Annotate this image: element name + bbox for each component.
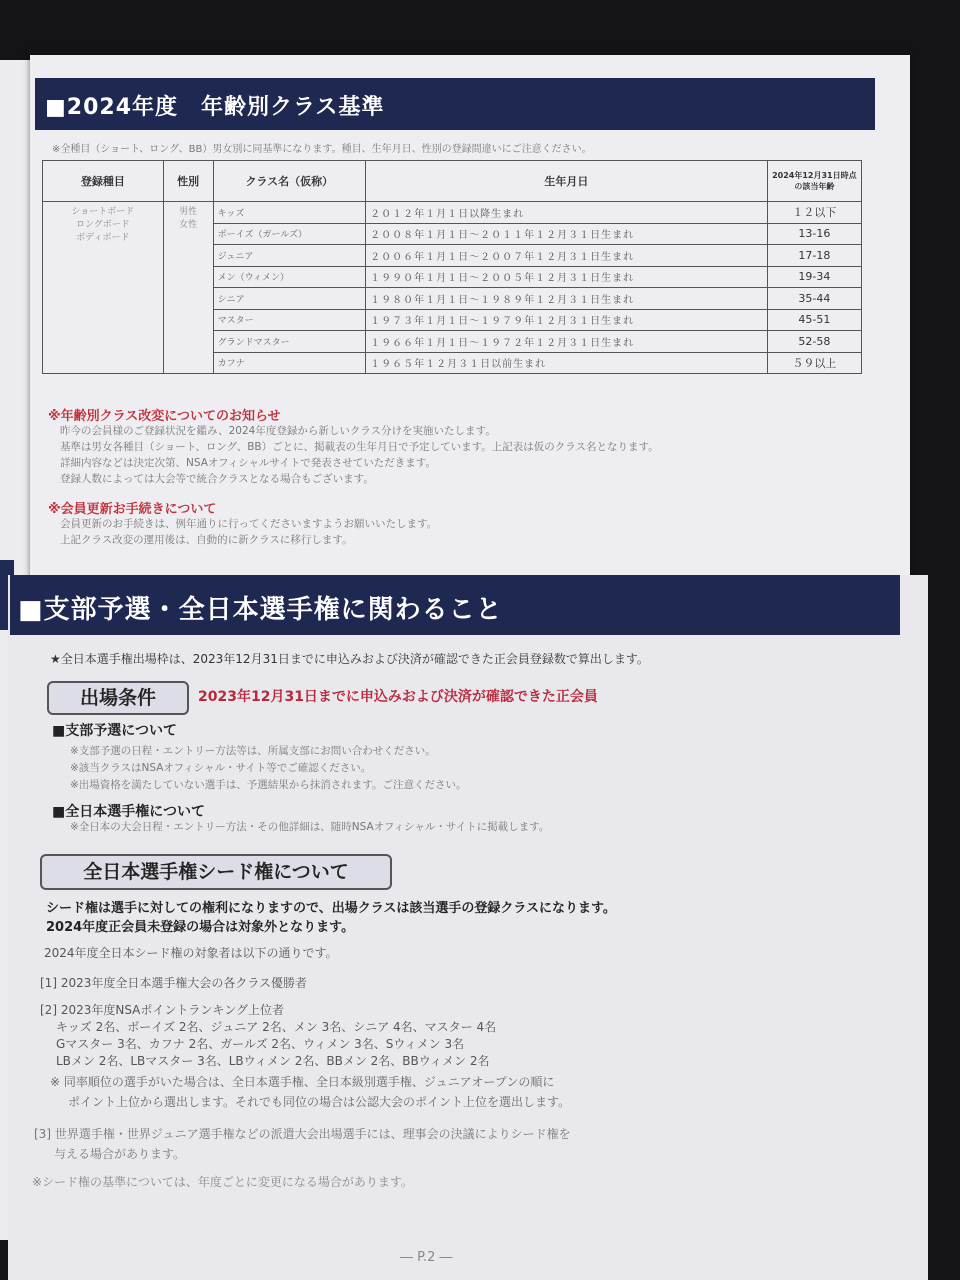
event-body: ボディボード: [76, 233, 130, 243]
gender-male: 男性: [179, 207, 198, 217]
seed-item-2-note: ポイント上位から選出します。それでも同位の場合は公認大会のポイント上位を選出します。: [68, 1095, 571, 1109]
age-range: 13-16: [767, 223, 861, 245]
seed-item-2-line: Gマスター 3名、カフナ 2名、ガールズ 2名、ウィメン 3名、Sウィメン 3名: [56, 1037, 465, 1051]
class-name: メン（ウィメン）: [213, 266, 366, 288]
age-range: １２以下: [767, 202, 861, 224]
condition-label: 出場条件: [47, 681, 189, 715]
class-name: ジュニア: [213, 245, 366, 267]
event-long: ロングボード: [75, 220, 130, 230]
col-age: 2024年12月31日時点の該当年齢: [767, 161, 861, 202]
condition-text: 2023年12月31日までに申込みおよび決済が確認できた正会員: [198, 689, 598, 705]
notice-class-change-title: ※年齢別クラス改変についてのお知らせ: [48, 409, 281, 424]
branch-line: ※支部予選の日程・エントリー方法等は、所属支部にお問い合わせください。: [70, 745, 436, 757]
seed-bold-line: シード権は選手に対しての権利になりますので、出場クラスは該当選手の登録クラスになります。: [46, 901, 616, 916]
seed-item-3: 与える場合があります。: [54, 1147, 186, 1161]
age-class-table: [42, 160, 862, 374]
class-name: グランドマスター: [213, 331, 366, 353]
seed-bold-line: 2024年度正会員未登録の場合は対象外となります。: [46, 920, 355, 935]
class-name: カフナ: [213, 352, 366, 374]
col-gender: 性別: [163, 161, 213, 202]
gender-female: 女性: [179, 220, 198, 230]
age-range: 35-44: [767, 288, 861, 310]
col-event: 登録種目: [43, 161, 164, 202]
seed-item-2-line: LBメン 2名、LBマスター 3名、LBウィメン 2名、BBメン 2名、BBウィメン 2名: [56, 1054, 490, 1068]
notice-renewal-title: ※会員更新お手続きについて: [48, 502, 217, 517]
section-title: ■支部予選・全日本選手権に関わること: [18, 595, 503, 625]
seed-item-2-line: キッズ 2名、ボーイズ 2名、ジュニア 2名、メン 3名、シニア 4名、マスター 4名: [56, 1020, 497, 1034]
notice-line: 登録人数によっては大会等で統合クラスとなる場合もございます。: [60, 473, 374, 485]
birth-range: １９９０年１月１日～２００５年１２月３１日生まれ: [366, 266, 768, 288]
gender-cell: [163, 202, 213, 374]
star-note: ★全日本選手権出場枠は、2023年12月31日までに申込みおよび決済が確認できた正会員登録数で算出します。: [50, 652, 649, 666]
age-range: 45-51: [767, 309, 861, 331]
branch-line: ※出場資格を満たしていない選手は、予選結果から抹消されます。ご注意ください。: [70, 779, 467, 791]
national-line: ※全日本の大会日程・エントリー方法・その他詳細は、随時NSAオフィシャル・サイトに掲載します。: [70, 821, 550, 833]
class-name: マスター: [213, 309, 366, 331]
age-range: 19-34: [767, 266, 861, 288]
seed-footnote: ※シード権の基準については、年度ごとに変更になる場合があります。: [32, 1175, 413, 1189]
col-birthdate: 生年月日: [366, 161, 768, 202]
seed-intro: 2024年度全日本シード権の対象者は以下の通りです。: [44, 946, 338, 960]
notice-line: 昨今の会員様のご登録状況を鑑み、2024年度登録から新しいクラス分けを実施いたします。: [60, 425, 496, 437]
section-title: ■2024年度 年齢別クラス基準: [45, 95, 385, 120]
birth-range: １９６６年１月１日～１９７２年１２月３１日生まれ: [366, 331, 768, 353]
notice-line: 上記クラス改変の運用後は、自動的に新クラスに移行します。: [60, 534, 353, 546]
event-short: ショートボード: [71, 207, 135, 217]
section-header-age-class: [35, 78, 875, 130]
seed-item-1: [1] 2023年度全日本選手権大会の各クラス優勝者: [40, 976, 307, 990]
birth-range: ２００８年１月１日～２０１１年１２月３１日生まれ: [366, 223, 768, 245]
birth-range: １９６５年１２月３１日以前生まれ: [366, 352, 768, 374]
class-name: シニア: [213, 288, 366, 310]
notice-line: 会員更新のお手続きは、例年通りに行ってくださいますようお願いいたします。: [60, 518, 438, 530]
seed-item-3: [3] 世界選手権・世界ジュニア選手権などの派遣大会出場選手には、理事会の決議によりシード権を: [34, 1127, 571, 1141]
class-name: ボーイズ（ガールズ）: [213, 223, 366, 245]
age-range: ５９以上: [767, 352, 861, 374]
event-cell: [43, 202, 164, 374]
age-range: 17-18: [767, 245, 861, 267]
section-header-championship: [10, 575, 900, 635]
birth-range: １９８０年１月１日～１９８９年１２月３１日生まれ: [366, 288, 768, 310]
seed-item-2-note: ※ 同率順位の選手がいた場合は、全日本選手権、全日本級別選手権、ジュニアオープンの順に: [50, 1075, 555, 1089]
seed-label: 全日本選手権シード権について: [40, 854, 392, 890]
class-name: キッズ: [213, 202, 366, 224]
notice-line: 詳細内容などは決定次第、NSAオフィシャルサイトで発表させていただきます。: [60, 457, 436, 469]
national-title: ■全日本選手権について: [52, 804, 205, 820]
notice-line: 基準は男女各種目（ショート、ロング、BB）ごとに、掲載表の生年月日で予定しています。上記表は仮のクラス名となります。: [60, 441, 659, 453]
birth-range: ２００６年１月１日～２００７年１２月３１日生まれ: [366, 245, 768, 267]
age-range: 52-58: [767, 331, 861, 353]
branch-line: ※該当クラスはNSAオフィシャル・サイト等でご確認ください。: [70, 762, 372, 774]
intro-note: ※全種目（ショート、ロング、BB）男女別に同基準になります。種目、生年月日、性別の登録間違いにご注意ください。: [52, 144, 592, 155]
birth-range: ２０１２年１月１日以降生まれ: [366, 202, 768, 224]
branch-title: ■支部予選について: [52, 723, 177, 739]
seed-item-2-title: [2] 2023年度NSAポイントランキング上位者: [40, 1003, 285, 1017]
col-class-name: クラス名（仮称）: [213, 161, 366, 202]
page-number: ― P.2 ―: [400, 1250, 453, 1265]
birth-range: １９７３年１月１日～１９７９年１２月３１日生まれ: [366, 309, 768, 331]
